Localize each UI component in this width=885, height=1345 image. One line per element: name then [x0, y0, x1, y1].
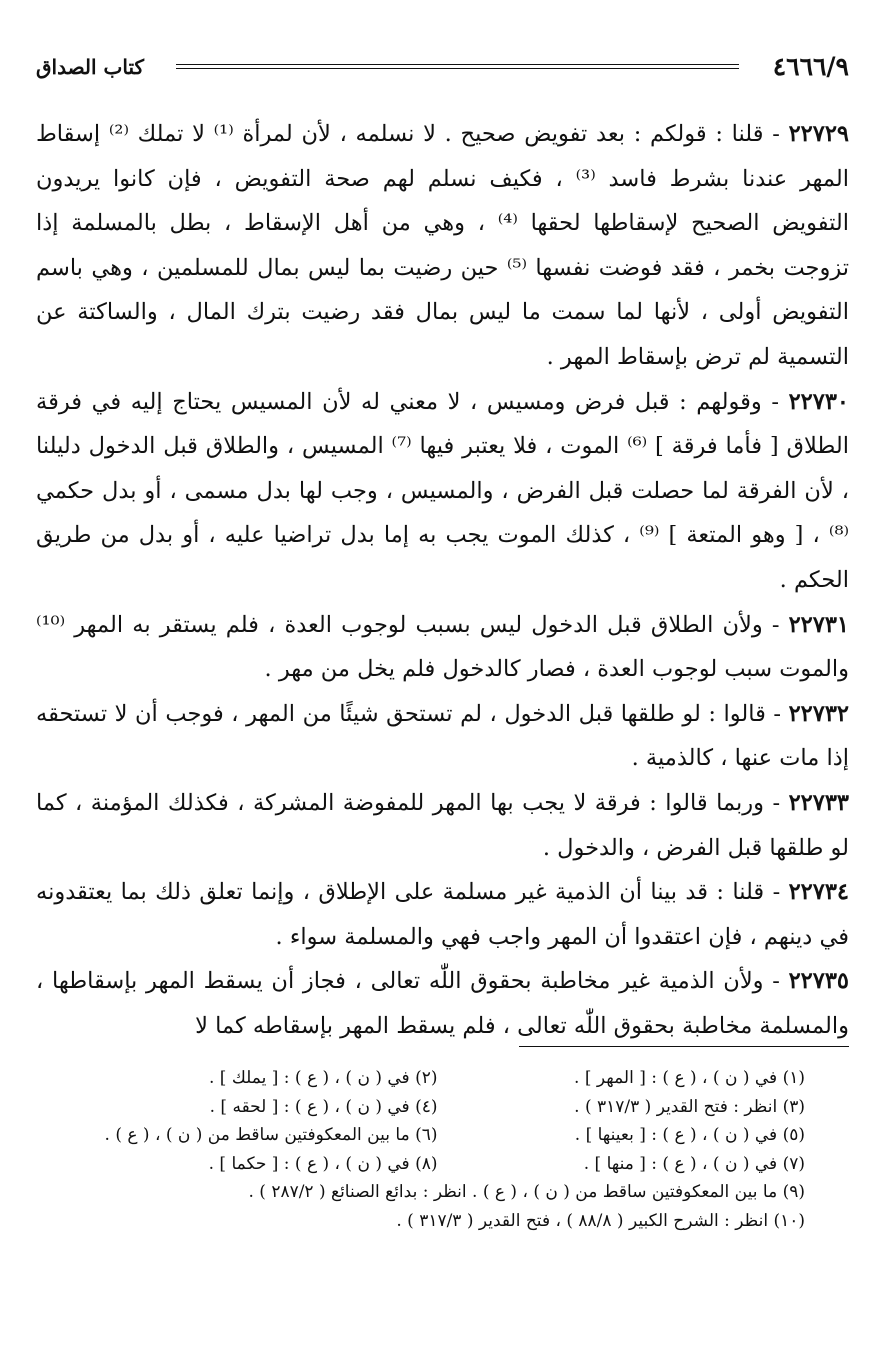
paragraph — [36, 603, 849, 692]
paragraph — [36, 380, 849, 603]
footnote: (٢) في ( ن ) ، ( ع ) : [ يملك ] . — [208, 1068, 438, 1088]
footnote: (٥) في ( ن ) ، ( ع ) : [ بعينها ] . — [574, 1125, 805, 1146]
paragraph — [36, 112, 849, 380]
paragraph-number: ٢٢٧٣٥ — [788, 968, 849, 995]
paragraph-number: ٢٢٧٣٤ — [788, 879, 849, 906]
footnote: (٣) انظر : فتح القدير ( ٣١٧/٣ ) . — [574, 1096, 805, 1117]
paragraph — [36, 692, 849, 781]
paragraph-text: - وربما قالوا : فرقة لا يجب بها المهر للمفوضة المشركة ، فكذلك المؤمنة ، كما لو طلقها قبل الفرض ، والدخول . — [36, 789, 849, 861]
book-title: كتاب الصداق — [36, 55, 145, 79]
footnote: (١٠) انظر : الشرح الكبير ( ٨٨/٨ ) ، فتح القدير ( ٣١٧/٣ ) . — [396, 1210, 805, 1231]
footnote: (٦) ما بين المعكوفتين ساقط من ( ن ) ، ( ع ) . — [104, 1125, 438, 1146]
footnote: (٩) ما بين المعكوفتين ساقط من ( ن ) ، ( ع ) . انظر : بدائع الصنائع ( ٢٨٧/٢ ) . — [248, 1182, 805, 1203]
paragraph-text: - قالوا : لو طلقها قبل الدخول ، لم تستحق شيئًا من المهر ، فوجب أن لا تستحقه إذا مات عنها ، كالذمية . — [36, 700, 849, 772]
footnotes — [70, 1064, 805, 1236]
paragraph-text: - ولأن الطلاق قبل الدخول ليس بسبب لوجوب العدة ، فلم يستقر به المهر ⁽¹⁰⁾ والموت سبب لوجوب العدة ، فصار كالدخول فلم يخل من مهر . — [36, 611, 849, 683]
footnote: (٤) في ( ن ) ، ( ع ) : [ لحقه ] . — [209, 1096, 438, 1117]
footnote: (٨) في ( ن ) ، ( ع ) : [ حكما ] . — [208, 1153, 438, 1174]
footnote-row — [70, 1093, 805, 1122]
paragraph-text: - ولأن الذمية غير مخاطبة بحقوق اللّٰه تعالى ، فجاز أن يسقط المهر بإسقاطها ، والمسلمة مخاطبة بحقوق اللّٰه تعالى ، فلم يسقط المهر بإسقاطه كما لا — [36, 968, 849, 1039]
footnote: (٧) في ( ن ) ، ( ع ) : [ منها ] . — [583, 1153, 805, 1174]
footnote-row — [70, 1150, 805, 1179]
paragraph-number: ٢٢٧٣١ — [788, 611, 849, 638]
paragraph — [36, 959, 849, 1048]
footnote-row — [70, 1121, 805, 1150]
footnote: (١) في ( ن ) ، ( ع ) : [ المهر ] . — [574, 1068, 805, 1088]
paragraph-number: ٢٢٧٣٣ — [788, 789, 849, 816]
paragraph-number: ٢٢٧٣٠ — [788, 388, 849, 415]
page-number: ٤٦٦٦/٩ — [772, 52, 849, 81]
paragraph-text: - وقولهم : قبل فرض ومسيس ، لا معني له لأن المسيس يحتاج إليه في فرقة الطلاق [ فأما فرقة ] ⁽⁶⁾ الموت ، فلا يعتبر فيها ⁽⁷⁾ المسيس ، والطلاق قبل الدخول دليلنا ، لأن الفرقة لما حصلت قبل الفرض ، والمسيس ، وجب لها بدل مسمى ، أو بدل حكمي ⁽⁸⁾ ، [ وهو المتعة ] ⁽⁹⁾ ، كذلك الموت يجب به إما بدل تراضيا عليه ، أو بدل من طريق الحكم . — [36, 388, 849, 593]
main-text — [36, 112, 849, 1048]
paragraph-number: ٢٢٧٢٩ — [788, 121, 849, 147]
paragraph-number: ٢٢٧٣٢ — [788, 700, 849, 727]
paragraph — [36, 870, 849, 959]
footnote-row — [70, 1064, 805, 1093]
page-header — [36, 50, 849, 84]
paragraph-text: - قلنا : قولكم : بعد تفويض صحيح . لا نسلمه ، لأن لمرأة ⁽¹⁾ لا تملك ⁽²⁾ إسقاط المهر عندنا بشرط فاسد ⁽³⁾ ، فكيف نسلم لهم صحة التفويض ، فإن كانوا يريدون التفويض الصحيح لإسقاطها لحقها ⁽⁴⁾ ، وهي من أهل الإسقاط ، بطل بالمسلمة إذا تزوجت بخمر ، فقد فوضت نفسها ⁽⁵⁾ حين رضيت بما ليس بمال للمسلمين ، وهي باسم التفويض أولى ، لأنها لما سمت ما ليس بمال فقد رضيت بترك المال ، والساكتة عن التسمية لم ترض بإسقاط المهر . — [36, 121, 850, 370]
footnote-separator — [519, 1046, 849, 1047]
paragraph — [36, 781, 849, 870]
paragraph-text: - قلنا : قد بينا أن الذمية غير مسلمة على الإطلاق ، وإنما تعلق ذلك بما يعتقدونه في دينهم ، فإن اعتقدوا أن المهر واجب فهي والمسلمة سواء . — [36, 879, 849, 950]
header-rule — [176, 64, 739, 69]
